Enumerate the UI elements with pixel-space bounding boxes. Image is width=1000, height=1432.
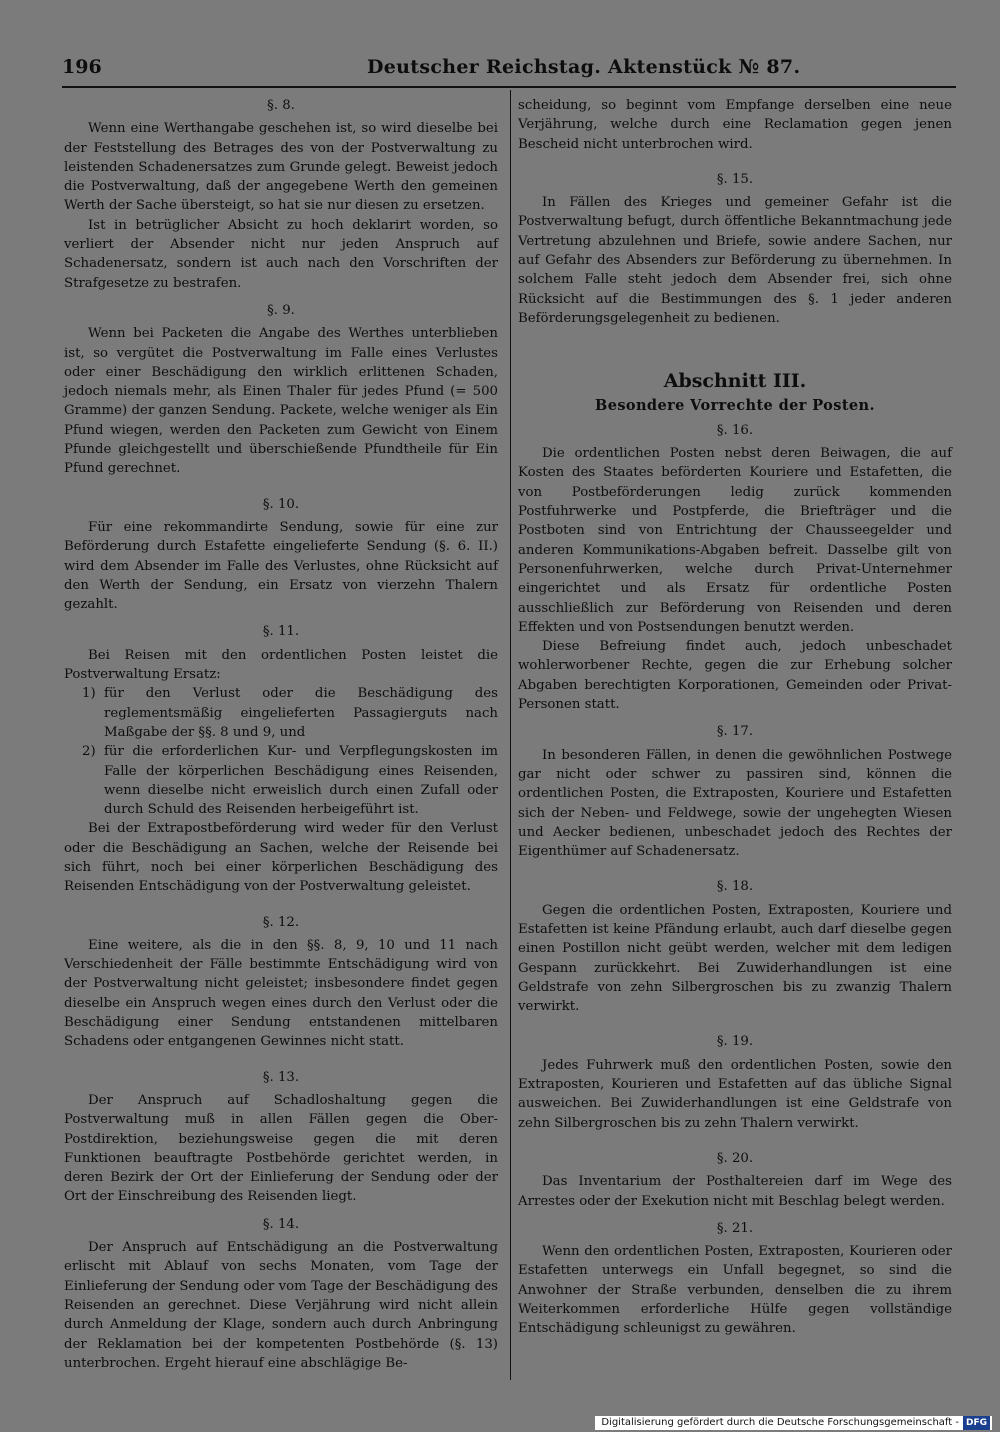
enumerated-list (64, 684, 498, 819)
footer-text: Digitalisierung gefördert durch die Deutsche Forschungsgemeinschaft - (601, 1417, 959, 1428)
section-15 (518, 170, 952, 328)
running-title: Deutscher Reichstag. Aktenstück № 87. (367, 56, 801, 78)
section-heading: §. 18. (716, 879, 754, 895)
paragraph: Wenn bei Packeten die Angabe des Werthes unterblieben ist, so vergütet die Postverwaltung im Falle eines Verlustes oder einer Beschädigung den wirklich erlittenen Schaden, jedoch niemals mehr, als Einen Thaler für jedes Pfund (= 500 Gramme) der ganzen Sendung. Packete, welche weniger als Ein Pfund wiegen, werden den Packeten zum Gewicht von Einem Pfunde gleichgestellt und überschießende Pfundtheile für Ein Pfund gerechnet. (64, 326, 498, 477)
section-heading: §. 19. (716, 1034, 754, 1050)
list-item-number: 2) (82, 744, 96, 760)
section-heading: §. 15. (716, 171, 754, 187)
funding-footer (595, 1416, 992, 1430)
section-19 (518, 1032, 952, 1132)
section-16 (518, 421, 952, 714)
section-heading: §. 9. (267, 302, 295, 318)
list-item-number: 1) (82, 686, 96, 702)
list-item-text: für den Verlust oder die Beschädigung des reglementsmäßig eingelieferten Passagierguts nach Maßgabe der §§. 8 und 9, und (104, 686, 498, 740)
section-heading: §. 20. (716, 1150, 754, 1166)
paragraph: Der Anspruch auf Entschädigung an die Postverwaltung erlischt mit Ablauf von sechs Monaten, vom Tage der Einlieferung der Sendung oder vom Tage der Beschädigung des Reisenden an gerechnet. Diese Verjährung wird nicht allein durch Anmeldung der Klage, sondern auch durch Anbringung der Reklamation bei der kompetenten Postbehörde (§. 13) unterbrochen. Ergeht hierauf eine abschlägige Be- (64, 1240, 498, 1371)
paragraph: Eine weitere, als die in den §§. 8, 9, 10 und 11 nach Verschiedenheit der Fälle bestimmte Entschädigung wird von der Postverwaltung nicht geleistet; insbesondere findet gegen dieselbe ein Anspruch wegen eines durch den Verlust oder die Beschädigung einer Sendung entstandenen mittelbaren Schadens oder entgangenen Gewinnes nicht statt. (64, 937, 498, 1050)
section-12 (64, 913, 498, 1052)
paragraph: Die ordentlichen Posten nebst deren Beiwagen, die auf Kosten des Staates beförderten Kouriere und Estafetten, die von Postbeförderungen ledig zurück kommenden Postfuhrwerke und Postpferde, die Briefträger und die Postboten sind von Entrichtung der Chausseegelder und anderen Kommunikations-Abgaben befreit. Dasselbe gilt von Personenfuhrwerken, welche durch Privat-Unternehmer eingerichtet und als Ersatz für ordentliche Posten ausschließlich zur Beförderung von Reisenden und deren Effekten und von Postsendungen benutzt werden. (518, 446, 952, 635)
section-heading: §. 16. (716, 422, 754, 438)
page-number: 196 (62, 56, 102, 78)
section-18 (518, 877, 952, 1016)
list-item (82, 684, 498, 742)
section-heading: §. 10. (262, 496, 300, 512)
paragraph: Diese Befreiung findet auch, jedoch unbeschadet wohlerworbener Rechte, gegen die zur Erhebung solcher Abgaben berechtigten Korporationen, Gemeinden oder Privat-Personen statt. (518, 639, 952, 713)
section-10 (64, 495, 498, 615)
continued-paragraph: scheidung, so beginnt vom Empfange derselben eine neue Verjährung, welche durch eine Reclamation gegen jenen Bescheid nicht unterbrochen wird. (518, 98, 952, 152)
section-11 (64, 622, 498, 896)
paragraph: Ist in betrüglicher Absicht zu hoch deklarirt worden, so verliert der Absender nicht nur jeden Anspruch auf Schadenersatz, sondern ist auch nach den Vorschriften der Strafgesetze zu bestrafen. (64, 217, 498, 291)
section-heading: §. 13. (262, 1069, 300, 1085)
paragraph: Bei Reisen mit den ordentlichen Posten leistet die Postverwaltung Ersatz: (64, 647, 498, 683)
paragraph: Gegen die ordentlichen Posten, Extraposten, Kouriere und Estafetten ist keine Pfändung erlaubt, auch darf dieselbe gegen einen Postillon nicht geübt werden, welcher mit dem ledigen Gespann zurückkehrt. Bei Zuwiderhandlungen ist eine Geldstrafe von zehn Silbergroschen bis zu zwanzig Thalern verwirkt. (518, 902, 952, 1015)
section-heading: §. 14. (262, 1216, 300, 1232)
paragraph: Für eine rekommandirte Sendung, sowie für eine zur Beförderung durch Estafette eingelieferte Sendung (§. 6. II.) wird dem Absender im Falle des Verlustes, ohne Rücksicht auf den Werth der Sendung, ein Ersatz von vierzehn Thalern gezahlt. (64, 519, 498, 613)
right-column (518, 96, 952, 1339)
dfg-logo-icon: DFG (963, 1416, 990, 1430)
section-9 (64, 301, 498, 479)
section-8 (64, 96, 498, 293)
section-17 (518, 722, 952, 861)
list-item (82, 742, 498, 819)
paragraph: Der Anspruch auf Schadloshaltung gegen die Postverwaltung muß in allen Fällen gegen die Ober-Postdirektion, beziehungsweise gegen die mit deren Funktionen beauftragte Postbehörde gerichtet werden, in deren Bezirk der Ort der Einlieferung der Sendung oder der Ort der Einschreibung des Reisenden liegt. (64, 1092, 498, 1205)
header-rule (62, 86, 956, 88)
section-heading: §. 21. (716, 1220, 754, 1236)
section-14 (64, 1215, 498, 1373)
paragraph: Wenn den ordentlichen Posten, Extraposten, Kourieren oder Estafetten unterwegs ein Unfall begegnet, so sind die Anwohner der Straße verbunden, denselben die zu ihrem Weiterkommen erforderliche Hülfe gegen vollständige Entschädigung schleunigst zu gewähren. (518, 1244, 952, 1337)
paragraph: Wenn eine Werthangabe geschehen ist, so wird dieselbe bei der Feststellung des Betrages des von der Postverwaltung zu leistenden Schadenersatzes zum Grunde gelegt. Beweist jedoch die Postverwaltung, daß der angegebene Werth den gemeinen Werth der Sache übersteigt, so hat sie nur diesen zu ersetzen. (64, 121, 498, 214)
paragraph: Jedes Fuhrwerk muß den ordentlichen Posten, sowie den Extraposten, Kourieren und Estafetten auf das übliche Signal ausweichen. Bei Zuwiderhandlungen ist eine Geldstrafe von zehn Silbergroschen bis zu zehn Thalern verwirkt. (518, 1057, 952, 1131)
list-item-text: für die erforderlichen Kur- und Verpflegungskosten im Falle der körperlichen Beschädigung eines Reisenden, wenn dieselbe nicht erweislich durch einen Zufall oder durch Schuld des Reisenden herbeigeführt ist. (104, 744, 498, 818)
page-header (62, 56, 952, 84)
paragraph: In besonderen Fällen, in denen die gewöhnlichen Postwege gar nicht oder schwer zu passiren sind, können die ordentlichen Posten, die Extraposten, Kouriere und Estafetten sich der Neben- und Feldwege, sowie der ungehegten Wiesen und Aecker bedienen, unbeschadet jedoch des Rechtes der Eigenthümer auf Schadenersatz. (518, 747, 952, 860)
section-heading: §. 12. (262, 914, 300, 930)
section-20 (518, 1149, 952, 1211)
section-13 (64, 1068, 498, 1207)
section-heading: §. 8. (267, 98, 295, 113)
section-heading: §. 17. (716, 724, 754, 740)
section-heading: §. 11. (262, 624, 300, 640)
chapter-title: Abschnitt III. (663, 370, 807, 393)
paragraph: Bei der Extrapostbeförderung wird weder für den Verlust oder die Beschädigung an Sachen, welche der Reisende bei sich führt, noch bei einer körperlichen Beschädigung des Reisenden Entschädigung von der Postverwaltung geleistet. (64, 821, 498, 895)
section-21 (518, 1219, 952, 1339)
paragraph: In Fällen des Krieges und gemeiner Gefahr ist die Postverwaltung befugt, durch öffentliche Bekanntmachung jede Vertretung abzulehnen und Briefe, sowie andere Sachen, nur auf Gefahr des Absenders zur Beförderung zu übernehmen. In solchem Falle steht jedoch dem Absender frei, sich ohne Rücksicht auf die Bestimmungen des §. 1 jeder anderen Beförderungsgelegenheit zu bedienen. (518, 195, 952, 326)
column-divider (510, 90, 511, 1380)
paragraph: Das Inventarium der Posthaltereien darf im Wege des Arrestes oder der Exekution nicht mit Beschlag belegt werden. (518, 1174, 952, 1209)
left-column (64, 96, 498, 1373)
chapter-subtitle: Besondere Vorrechte der Posten. (595, 396, 875, 414)
